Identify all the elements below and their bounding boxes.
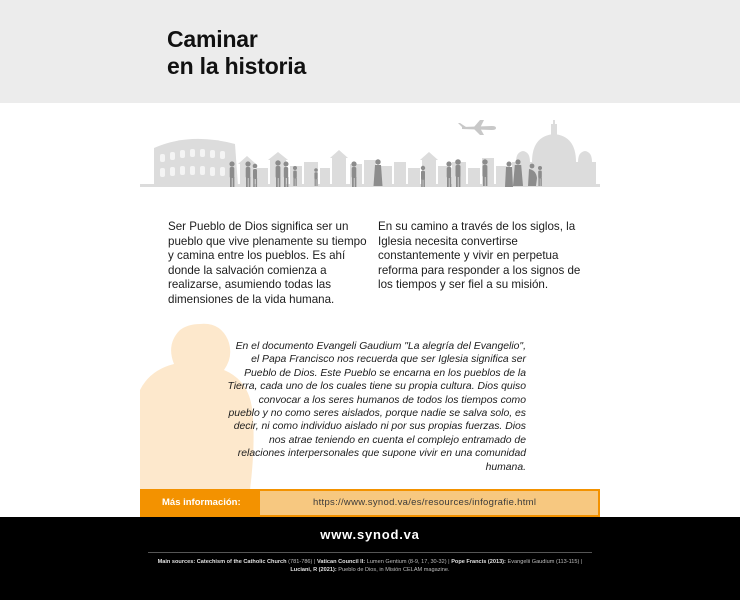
source-3-title: Pope Francis (2013): <box>451 559 506 565</box>
source-1-text: (781-786) | <box>286 559 317 565</box>
quote-text: En el documento Evangeli Gaudium "La alegría del Evangelio", el Papa Francisco nos recuerda que ser Iglesia significa ser Pueblo de Dios. Este Pueblo se encarna en los pueblos de la Tierra, cada uno de los cuales tiene su propia cultura. Dios quiso convocar a los seres humanos de todos los tiempos como pueblo y no como seres aislados, porque nadie se salva solo, es decir, ni como individuo aislado ni por sus propias fuerzas. Dios nos atrae teniendo en cuenta el complejo entramado de relaciones interpersonales que supone vivir en una comunidad humana. <box>227 341 526 473</box>
footer-divider <box>148 552 592 553</box>
page-title <box>167 26 306 80</box>
pilgrims-in-city-illustration <box>140 118 600 200</box>
text-column-left: Ser Pueblo de Dios significa ser un pueblo que vive plenamente su tiempo y camina entre los pueblos. Es ahí donde la salvación comienza a realizarse, asumiendo todas las dimensiones de la vida humana. <box>168 220 367 306</box>
footer-site-link[interactable]: www.synod.va <box>320 527 420 542</box>
source-1-title: Main sources: Catechism of the Catholic Church <box>157 559 287 565</box>
source-3-text: Evangelii Gaudium (113-115) | <box>505 559 583 565</box>
text-column-right: En su camino a través de los siglos, la Iglesia necesita convertirse constantemente y vivir en perpetua reforma para responder a los signos de los tiempos y ser fiel a su misión. <box>378 220 581 292</box>
footer <box>0 517 740 600</box>
source-4-title: Luciani, R (2021): <box>290 567 337 574</box>
airplane-icon <box>458 120 496 135</box>
header-band <box>0 0 740 103</box>
more-info-label: Más información: <box>162 497 241 508</box>
more-info-bar <box>140 489 600 517</box>
source-4-text: Pueblo de Dios, in Misión CELAM magazine. <box>336 567 450 574</box>
title-line-1: Caminar <box>167 26 258 52</box>
source-2-text: Lumen Gentium (8-9, 17, 30-32) | <box>365 559 452 565</box>
source-2-title: Vatican Council II: <box>316 559 366 565</box>
more-info-link[interactable]: https://www.synod.va/es/resources/infografie.html <box>260 491 598 515</box>
title-line-2: en la historia <box>167 53 307 79</box>
footer-sources <box>150 558 590 574</box>
